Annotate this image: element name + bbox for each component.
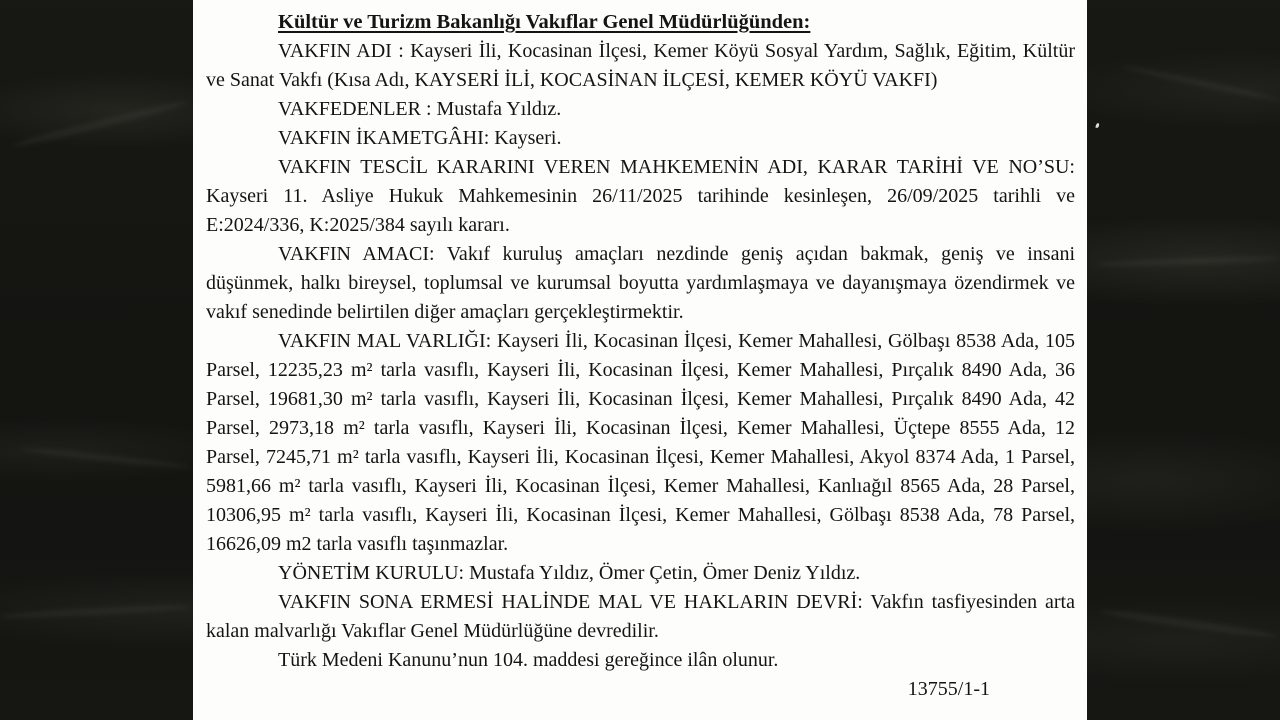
paragraph-yonetim-kurulu: YÖNETİM KURULU: Mustafa Yıldız, Ömer Çetin, Ömer Deniz Yıldız. [278, 562, 861, 584]
paragraph-vakfin-amaci: VAKFIN AMACI: Vakıf kuruluş amaçları nezdinde geniş açıdan bakmak, geniş ve insani düşünmek, halkı bireysel, toplumsal ve kurumsal boyutta yardımlaşmaya ve dayanışmaya özendirmek ve vakıf senedinde belirtilen diğer amaçları gerçekleştirmektir. [206, 243, 1075, 323]
paragraph-ikametgah: VAKFIN İKAMETGÂHI: Kayseri. [278, 127, 562, 149]
paragraph-tescil-karari: VAKFIN TESCİL KARARINI VEREN MAHKEMENİN ADI, KARAR TARİHİ VE NO’SU: Kayseri 11. Asliye Hukuk Mahkemesinin 26/11/2025 tarihinde kesinleşen, 26/09/2025 tarihli ve E:2024/336, K:2025/384 sayılı kararı. [206, 156, 1075, 236]
paragraph-ilan: Türk Medeni Kanunu’nun 104. maddesi gereğince ilân olunur. [278, 649, 779, 671]
reference-number: 13755/1-1 [907, 678, 990, 700]
document-page [193, 0, 1087, 720]
paragraph-vakfedenler: VAKFEDENLER : Mustafa Yıldız. [278, 98, 562, 120]
crumple-fold [1100, 608, 1279, 641]
paragraph-sona-ermesi: VAKFIN SONA ERMESİ HALİNDE MAL VE HAKLARIN DEVRİ: Vakfın tasfiyesinden arta kalan malvarlığı Vakıflar Genel Müdürlüğüne devredilir. [206, 591, 1075, 642]
gazette-announcement [206, 8, 1075, 704]
paragraph-mal-varligi: VAKFIN MAL VARLIĞI: Kayseri İli, Kocasinan İlçesi, Kemer Mahallesi, Gölbaşı 8538 Ada, 105 Parsel, 12235,23 m² tarla vasıflı, Kayseri İli, Kocasinan İlçesi, Kemer Mahallesi, Pırçalık 8490 Ada, 36 Parsel, 19681,30 m² tarla vasıflı, Kayseri İli, Kocasinan İlçesi, Kemer Mahallesi, Pırçalık 8490 Ada, 42 Parsel, 2973,18 m² tarla vasıflı, Kayseri İli, Kocasinan İlçesi, Kemer Mahallesi, Üçtepe 8555 Ada, 12 Parsel, 7245,71 m² tarla vasıflı, Kayseri İli, Kocasinan İlçesi, Kemer Mahallesi, Akyol 8374 Ada, 1 Parsel, 5981,66 m² tarla vasıflı, Kayseri İli, Kocasinan İlçesi, Kemer Mahallesi, Kanlıağıl 8565 Ada, 28 Parsel, 10306,95 m² tarla vasıflı, Kayseri İli, Kocasinan İlçesi, Kemer Mahallesi, Gölbaşı 8538 Ada, 78 Parsel, 16626,09 m2 tarla vasıflı taşınmazlar. [206, 330, 1075, 555]
crumple-fold [20, 446, 190, 470]
document-title: Kültür ve Turizm Bakanlığı Vakıflar Genel Müdürlüğünden: [278, 11, 811, 33]
crumple-fold [1121, 63, 1279, 102]
crumple-fold [12, 98, 189, 149]
crumple-fold [0, 603, 190, 620]
crumple-fold [1095, 255, 1280, 268]
dust-speck [1095, 123, 1099, 129]
paragraph-vakfin-adi: VAKFIN ADI : Kayseri İli, Kocasinan İlçesi, Kemer Köyü Sosyal Yardım, Sağlık, Eğitim, Kültür ve Sanat Vakfı (Kısa Adı, KAYSERİ İLİ, KOCASİNAN İLÇESİ, KEMER KÖYÜ VAKFI) [206, 40, 1075, 91]
